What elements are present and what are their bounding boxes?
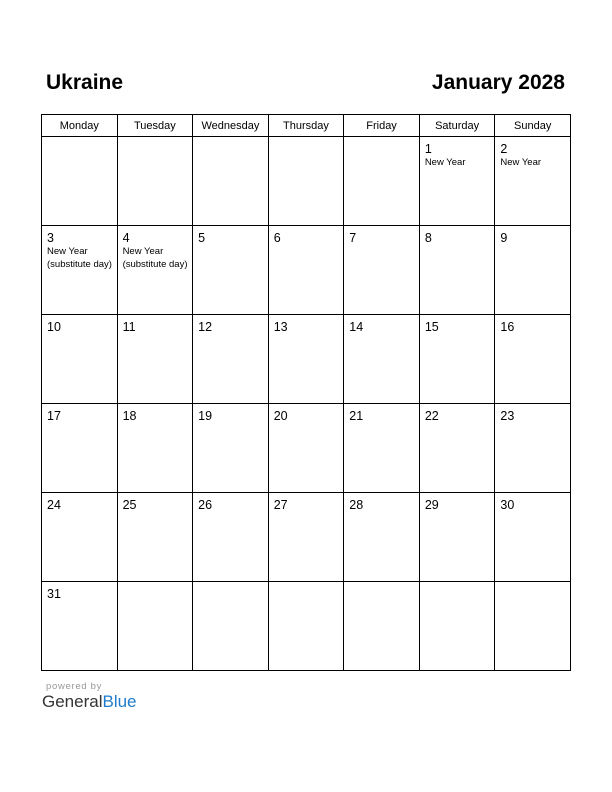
day-number: 22: [424, 409, 439, 423]
day-number: 31: [47, 587, 61, 601]
day-cell: [344, 404, 420, 493]
day-number: 13: [273, 320, 288, 334]
day-cell: [42, 582, 118, 671]
day-number: 21: [349, 409, 364, 423]
day-number: 23: [500, 409, 515, 423]
day-cell: [495, 137, 571, 226]
day-cell: [193, 315, 269, 404]
day-cell: [268, 315, 344, 404]
day-cell: [117, 404, 193, 493]
country-title: Ukraine: [46, 71, 124, 94]
empty-day-cell: [268, 137, 344, 226]
holiday-label: New Year: [500, 157, 542, 168]
day-number: 1: [424, 142, 432, 156]
week-row: [42, 226, 571, 315]
day-number: 5: [198, 231, 206, 245]
empty-day-cell: [419, 582, 495, 671]
holiday-label: New Year: [424, 157, 466, 168]
weekday-header: Thursday: [268, 115, 344, 137]
empty-day-cell: [193, 137, 269, 226]
day-cell: [193, 226, 269, 315]
weekday-header: Friday: [344, 115, 420, 137]
holiday-label: New Year (substitute day): [122, 246, 188, 270]
calendar-grid: [41, 114, 571, 671]
day-number: 10: [47, 320, 61, 334]
day-number: 25: [122, 498, 137, 512]
empty-day-cell: [344, 137, 420, 226]
week-row: [42, 137, 571, 226]
day-number: 6: [273, 231, 281, 245]
generalblue-logo[interactable]: [42, 692, 137, 712]
day-cell: [42, 226, 118, 315]
day-cell: [117, 315, 193, 404]
day-cell: [344, 493, 420, 582]
logo-blue-text: Blue: [102, 692, 137, 711]
weekday-header: Sunday: [495, 115, 571, 137]
month-title: January 2028: [431, 71, 565, 94]
day-number: 18: [122, 409, 137, 423]
empty-day-cell: [117, 582, 193, 671]
day-cell: [268, 404, 344, 493]
weekday-header-row: [42, 115, 571, 137]
day-cell: [117, 493, 193, 582]
day-number: 15: [424, 320, 439, 334]
day-number: 17: [47, 409, 61, 423]
day-cell: [419, 226, 495, 315]
holiday-label: New Year (substitute day): [47, 246, 112, 270]
day-number: 2: [500, 142, 508, 156]
day-number: 9: [500, 231, 508, 245]
day-number: 19: [198, 409, 213, 423]
day-number: 3: [47, 231, 54, 245]
day-number: 14: [349, 320, 364, 334]
day-number: 20: [273, 409, 288, 423]
day-number: 30: [500, 498, 515, 512]
empty-day-cell: [117, 137, 193, 226]
day-number: 4: [122, 231, 130, 245]
logo-general-text: General: [42, 692, 103, 711]
empty-day-cell: [193, 582, 269, 671]
weekday-header: Monday: [42, 115, 118, 137]
day-cell: [117, 226, 193, 315]
day-cell: [268, 493, 344, 582]
day-cell: [495, 493, 571, 582]
weekday-header: Saturday: [419, 115, 495, 137]
day-number: 16: [500, 320, 515, 334]
day-cell: [419, 315, 495, 404]
empty-day-cell: [495, 582, 571, 671]
day-cell: [419, 137, 495, 226]
day-cell: [495, 315, 571, 404]
weekday-header: Wednesday: [193, 115, 269, 137]
day-number: 29: [424, 498, 439, 512]
day-number: 11: [122, 320, 136, 334]
day-number: 28: [349, 498, 364, 512]
day-number: 7: [349, 231, 357, 245]
day-number: 24: [47, 498, 61, 512]
week-row: [42, 493, 571, 582]
day-cell: [268, 226, 344, 315]
day-cell: [193, 404, 269, 493]
day-number: 8: [424, 231, 432, 245]
week-row: [42, 315, 571, 404]
week-row: [42, 582, 571, 671]
day-cell: [344, 315, 420, 404]
weekday-header: Tuesday: [117, 115, 193, 137]
day-cell: [42, 493, 118, 582]
day-number: 26: [198, 498, 213, 512]
day-cell: [344, 226, 420, 315]
day-number: 27: [273, 498, 288, 512]
day-cell: [495, 226, 571, 315]
day-cell: [42, 315, 118, 404]
empty-day-cell: [42, 137, 118, 226]
week-row: [42, 404, 571, 493]
day-cell: [419, 493, 495, 582]
day-cell: [193, 493, 269, 582]
day-cell: [419, 404, 495, 493]
day-number: 12: [198, 320, 213, 334]
powered-by-label: powered by: [46, 681, 103, 692]
empty-day-cell: [268, 582, 344, 671]
day-cell: [495, 404, 571, 493]
empty-day-cell: [344, 582, 420, 671]
day-cell: [42, 404, 118, 493]
